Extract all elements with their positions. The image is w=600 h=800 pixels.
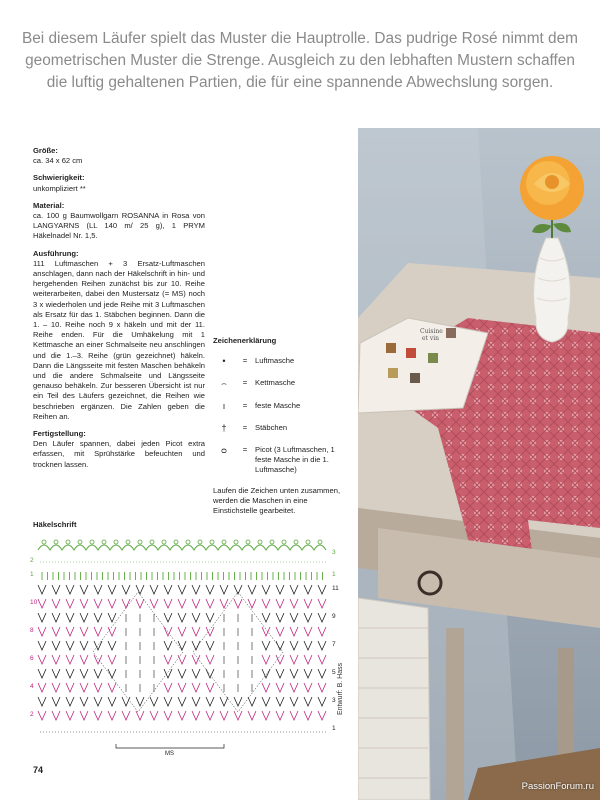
stitch-fan — [248, 697, 256, 706]
row-label-right: 11 — [332, 585, 339, 592]
stitch-fan — [192, 627, 200, 636]
stitch-fan — [206, 613, 214, 622]
stitch-fan — [66, 585, 74, 594]
stitch-fan — [150, 585, 158, 594]
stitch-fan — [52, 585, 60, 594]
stitch-fan — [108, 711, 116, 720]
stitch-fan — [108, 655, 116, 664]
stitch-fan — [122, 585, 130, 594]
stitch-fan — [304, 627, 312, 636]
photo-illustration — [358, 128, 600, 800]
stitch-fan — [136, 697, 144, 706]
picot-mark — [210, 540, 214, 544]
stitch-fan — [178, 627, 186, 636]
legend-equals: = — [242, 378, 248, 388]
stitch-fan — [38, 599, 46, 608]
legend-row-picot — [213, 445, 353, 476]
stitch-fan — [66, 711, 74, 720]
stitch-fan — [276, 669, 284, 678]
stitch-fan — [122, 711, 130, 720]
intro-text: Bei diesem Läufer spielt das Muster die Hauptrolle. Das pudrige Rosé nimmt dem geometrischen Muster die Strenge. Ausgleich zu den lebhaften Mustern schaffen die luftig gehaltenen Partien, die für eine spannende Abwechslung sorgen. — [21, 30, 579, 91]
row-label-left: 6 — [30, 655, 34, 662]
picot-mark — [138, 540, 142, 544]
stitch-fan — [276, 711, 284, 720]
picot-mark — [222, 540, 226, 544]
row-label-right: 5 — [332, 669, 336, 676]
stitch-fan — [304, 641, 312, 650]
picot-mark — [42, 540, 46, 544]
stitch-fan — [108, 585, 116, 594]
stitch-fan — [276, 585, 284, 594]
diamond-outline — [193, 592, 283, 712]
stitch-fan — [192, 711, 200, 720]
stitch-fan — [164, 711, 172, 720]
stitch-fan — [150, 711, 158, 720]
stitch-fan — [52, 697, 60, 706]
repeat-bracket — [116, 744, 224, 748]
stitch-fan — [220, 711, 228, 720]
stitch-fan — [206, 585, 214, 594]
stitch-fan — [304, 711, 312, 720]
legend-note: Laufen die Zeichen unten zusammen, werden die Maschen in eine Einstichstelle gearbeitet. — [213, 485, 341, 516]
stitch-fan — [52, 627, 60, 636]
legend-label: Picot (3 Luftmaschen, 1 feste Masche in die 1. Luftmasche) — [255, 445, 335, 475]
stitch-fan — [220, 585, 228, 594]
stitch-fan — [66, 599, 74, 608]
stitch-fan — [192, 697, 200, 706]
legend-equals: = — [242, 445, 248, 455]
picot-mark — [294, 540, 298, 544]
stitch-fan — [136, 599, 144, 608]
row-label-left: 4 — [30, 683, 34, 690]
stitch-fan — [304, 655, 312, 664]
stitch-fan — [66, 669, 74, 678]
stitch-fan — [108, 641, 116, 650]
stitch-fan — [52, 655, 60, 664]
stitch-fan — [262, 655, 270, 664]
stitch-fan — [318, 655, 326, 664]
stitch-fan — [80, 697, 88, 706]
section-material — [33, 201, 205, 242]
stitch-fan — [248, 585, 256, 594]
row-label-right: 3 — [332, 549, 336, 556]
picot-mark — [126, 540, 130, 544]
row-label-right: 1 — [332, 725, 336, 732]
stitch-fan — [38, 683, 46, 692]
section-size — [33, 146, 205, 166]
stitch-fan — [318, 599, 326, 608]
stitch-fan — [94, 613, 102, 622]
stitch-fan — [192, 599, 200, 608]
section-heading: Material: — [33, 200, 65, 210]
stitch-fan — [234, 585, 242, 594]
stitch-fan — [178, 599, 186, 608]
picot-mark — [162, 540, 166, 544]
green-stitch-row — [40, 562, 328, 580]
stitch-fan — [318, 697, 326, 706]
stitch-fan — [52, 711, 60, 720]
section-heading: Ausführung: — [33, 248, 79, 258]
single-crochet-icon: ı — [222, 400, 226, 411]
picot-mark — [234, 540, 238, 544]
double-crochet-icon: † — [221, 422, 227, 433]
stitch-fan — [234, 711, 242, 720]
stitch-fan — [262, 585, 270, 594]
stitch-fan — [38, 669, 46, 678]
book-title-line2: et vin — [422, 335, 440, 342]
stitch-fan — [192, 669, 200, 678]
stitch-fan — [206, 697, 214, 706]
stitch-fan — [290, 599, 298, 608]
stitch-fan — [52, 669, 60, 678]
stitch-fan — [80, 711, 88, 720]
stitch-fan — [52, 683, 60, 692]
legend — [213, 336, 353, 516]
chain-stitch-icon: • — [222, 356, 226, 367]
section-difficulty — [33, 173, 205, 193]
stitch-fan — [108, 627, 116, 636]
stitch-fan — [206, 669, 214, 678]
stitch-fan — [164, 683, 172, 692]
legend-label: Kettmasche — [255, 378, 296, 388]
row-label-left: 1 — [30, 571, 34, 578]
stitch-fan — [136, 711, 144, 720]
stitch-fan — [304, 683, 312, 692]
diamond-outline — [93, 592, 183, 712]
section-body: ca. 34 x 62 cm — [33, 156, 83, 166]
picot-mark — [318, 540, 322, 544]
stitch-fan — [318, 711, 326, 720]
stitch-fan — [304, 697, 312, 706]
picot-mark — [66, 540, 70, 544]
picot-mark — [102, 540, 106, 544]
stitch-fan — [80, 585, 88, 594]
stitch-fan — [94, 655, 102, 664]
stitch-fan — [318, 669, 326, 678]
picot-icon: ᴑ — [221, 445, 227, 456]
stitch-fan — [108, 683, 116, 692]
stitch-fan — [234, 599, 242, 608]
stitch-fan — [52, 599, 60, 608]
legend-equals: = — [242, 356, 248, 366]
picot-mark — [78, 540, 82, 544]
stitch-fan — [276, 613, 284, 622]
stitch-fan — [318, 585, 326, 594]
stitch-fan — [66, 627, 74, 636]
legend-equals: = — [242, 422, 248, 432]
stitch-fan — [164, 585, 172, 594]
stitch-fan — [94, 599, 102, 608]
legend-label: Luftmasche — [255, 356, 295, 366]
stitch-fan — [136, 585, 144, 594]
design-credit: Entwurf: B. Hass — [337, 662, 344, 715]
stitch-fan — [318, 683, 326, 692]
section-body: unkompliziert ** — [33, 183, 86, 193]
stitch-fan — [66, 641, 74, 650]
stitch-fan — [178, 669, 186, 678]
stitch-fan — [66, 697, 74, 706]
section-heading: Fertigstellung: — [33, 429, 86, 439]
pattern-body — [38, 585, 328, 732]
legend-label: Stäbchen — [255, 422, 288, 432]
legend-equals: = — [242, 400, 248, 410]
stitch-fan — [108, 599, 116, 608]
picot-mark — [246, 540, 250, 544]
stitch-fan — [178, 697, 186, 706]
stitch-fan — [304, 613, 312, 622]
stitch-fan — [66, 655, 74, 664]
stitch-fan — [262, 683, 270, 692]
stitch-fan — [164, 599, 172, 608]
stitch-fan — [94, 711, 102, 720]
legend-label: feste Masche — [255, 400, 301, 410]
row-label-left: 8 — [30, 627, 34, 634]
stitch-fan — [206, 683, 214, 692]
stitch-fan — [318, 613, 326, 622]
legend-row-single — [213, 401, 353, 411]
stitch-fan — [206, 655, 214, 664]
stitch-fan — [290, 711, 298, 720]
stitch-fan — [290, 669, 298, 678]
chart-title: Häkelschrift — [33, 520, 77, 529]
page-number: 74 — [33, 765, 44, 775]
stitch-fan — [52, 613, 60, 622]
watermark: PassionForum.ru — [521, 781, 594, 792]
instructions-column — [33, 146, 205, 477]
stitch-fan — [178, 585, 186, 594]
row-label-left: 10 — [30, 599, 38, 606]
stitch-fan — [164, 613, 172, 622]
stitch-fan — [80, 627, 88, 636]
stitch-fan — [276, 697, 284, 706]
picot-mark — [174, 540, 178, 544]
row-label-right: 9 — [332, 613, 336, 620]
stitch-fan — [178, 683, 186, 692]
stitch-fan — [262, 627, 270, 636]
stitch-fan — [318, 641, 326, 650]
picot-mark — [186, 540, 190, 544]
stitch-fan — [66, 613, 74, 622]
row-label-left: 2 — [30, 557, 34, 564]
stitch-fan — [192, 683, 200, 692]
stitch-fan — [178, 711, 186, 720]
row-label-right: 1 — [332, 571, 336, 578]
product-photo — [358, 128, 600, 800]
stitch-fan — [178, 613, 186, 622]
stitch-fan — [234, 697, 242, 706]
stitch-fan — [192, 585, 200, 594]
stitch-fan — [80, 641, 88, 650]
stitch-fan — [164, 669, 172, 678]
stitch-fan — [38, 697, 46, 706]
picot-mark — [258, 540, 262, 544]
repeat-label: MS — [165, 751, 174, 757]
stitch-fan — [276, 627, 284, 636]
stitch-fan — [80, 613, 88, 622]
section-body: Den Läufer spannen, dabei jeden Picot extra erfassen, mit Sprühstärke befeuchten und trocknen lassen. — [33, 439, 205, 469]
stitch-fan — [66, 683, 74, 692]
row-label-left: 2 — [30, 711, 34, 718]
stitch-fan — [192, 613, 200, 622]
stitch-fan — [38, 613, 46, 622]
stitch-fan — [206, 711, 214, 720]
stitch-fan — [290, 627, 298, 636]
stitch-fan — [94, 697, 102, 706]
row-label-right: 7 — [332, 641, 336, 648]
section-execution — [33, 249, 205, 422]
stitch-fan — [164, 697, 172, 706]
slip-stitch-icon: ⌢ — [221, 378, 227, 389]
stitch-fan — [220, 697, 228, 706]
stitch-fan — [262, 711, 270, 720]
stitch-fan — [38, 655, 46, 664]
stitch-fan — [262, 613, 270, 622]
stitch-fan — [108, 697, 116, 706]
stitch-fan — [164, 655, 172, 664]
picot-mark — [270, 540, 274, 544]
stitch-fan — [38, 627, 46, 636]
stitch-fan — [290, 697, 298, 706]
section-body: ca. 100 g Baumwollgarn ROSANNA in Rosa von LANGYARNS (LL 140 m/ 25 g), 1 PRYM Häkelnadel Nr. 1,5. — [33, 211, 205, 241]
stitch-fan — [206, 627, 214, 636]
legend-row-slip — [213, 378, 353, 388]
section-finishing — [33, 429, 205, 470]
stitch-fan — [290, 585, 298, 594]
stitch-fan — [150, 599, 158, 608]
stitch-fan — [178, 641, 186, 650]
edging-arcs — [38, 545, 326, 550]
stitch-fan — [192, 641, 200, 650]
legend-row-double — [213, 423, 353, 433]
stitch-fan — [290, 613, 298, 622]
stitch-fan — [304, 599, 312, 608]
stitch-fan — [38, 641, 46, 650]
legend-heading: Zeichenerklärung — [213, 336, 277, 345]
picot-mark — [282, 540, 286, 544]
stitch-fan — [178, 655, 186, 664]
row-label-right: 3 — [332, 697, 336, 704]
stitch-fan — [304, 585, 312, 594]
stitch-fan — [206, 599, 214, 608]
stitch-fan — [80, 599, 88, 608]
stitch-fan — [290, 683, 298, 692]
stitch-fan — [290, 655, 298, 664]
stitch-fan — [122, 697, 130, 706]
stitch-fan — [94, 585, 102, 594]
picot-mark — [198, 540, 202, 544]
stitch-fan — [206, 641, 214, 650]
stitch-fan — [108, 613, 116, 622]
stitch-fan — [80, 655, 88, 664]
rose — [520, 156, 584, 220]
stitch-fan — [164, 641, 172, 650]
stitch-fan — [262, 697, 270, 706]
book-title-line1: Cuisine — [420, 328, 443, 335]
legend-row-chain — [213, 356, 353, 366]
stitch-fan — [262, 669, 270, 678]
stitch-fan — [262, 599, 270, 608]
stitch-fan — [94, 627, 102, 636]
stitch-fan — [248, 711, 256, 720]
stitch-fan — [262, 641, 270, 650]
stitch-fan — [150, 697, 158, 706]
picot-row — [42, 540, 322, 544]
section-heading: Größe: — [33, 146, 58, 155]
stitch-fan — [94, 683, 102, 692]
crochet-chart — [28, 532, 348, 757]
stitch-fan — [38, 711, 46, 720]
table-leg — [446, 628, 464, 800]
stitch-fan — [290, 641, 298, 650]
stitch-fan — [94, 669, 102, 678]
stitch-fan — [276, 641, 284, 650]
picot-mark — [54, 540, 58, 544]
stitch-fan — [80, 669, 88, 678]
picot-mark — [150, 540, 154, 544]
picot-mark — [306, 540, 310, 544]
stitch-fan — [52, 641, 60, 650]
section-heading: Schwierigkeit: — [33, 173, 85, 183]
stitch-fan — [122, 599, 130, 608]
stitch-fan — [276, 599, 284, 608]
stitch-fan — [80, 683, 88, 692]
picot-mark — [114, 540, 118, 544]
picot-mark — [90, 540, 94, 544]
stitch-fan — [304, 669, 312, 678]
section-body: 111 Luftmaschen + 3 Ersatz-Luftmaschen anschlagen, dann nach der Häkelschrift in hin- und hergehenden Reihen zunächst bis zur 10. Reihe weiterarbeiten, dabei den Mustersatz (= MS) noch 3 x wiederholen und jede Reihe mit 3 Luftmaschen als Ersatz für das 1. Stäbchen beginnen. Dann die 1. – 10. Reihe noch 9 x häkeln und mit der 11. Reihe enden. Für die Umhäkelung mit 1 Kettmasche an einer Schmalseite neu anschlingen und die 1.–3. Reihe (grün gezeichnet) häkeln. Dann die Längsseite mit festen Maschen behäkeln und die andere Schmalseite und Längsseite genauso behäkeln. Zur besseren Übersicht ist nur ein Teil des Läufers gezeichnet, die Reihen wie beschrieben ergänzen. Die Zahlen geben die Reihen an. — [33, 258, 205, 421]
stitch-fan — [38, 585, 46, 594]
stitch-fan — [318, 627, 326, 636]
stitch-fan — [276, 683, 284, 692]
stitch-fan — [220, 599, 228, 608]
